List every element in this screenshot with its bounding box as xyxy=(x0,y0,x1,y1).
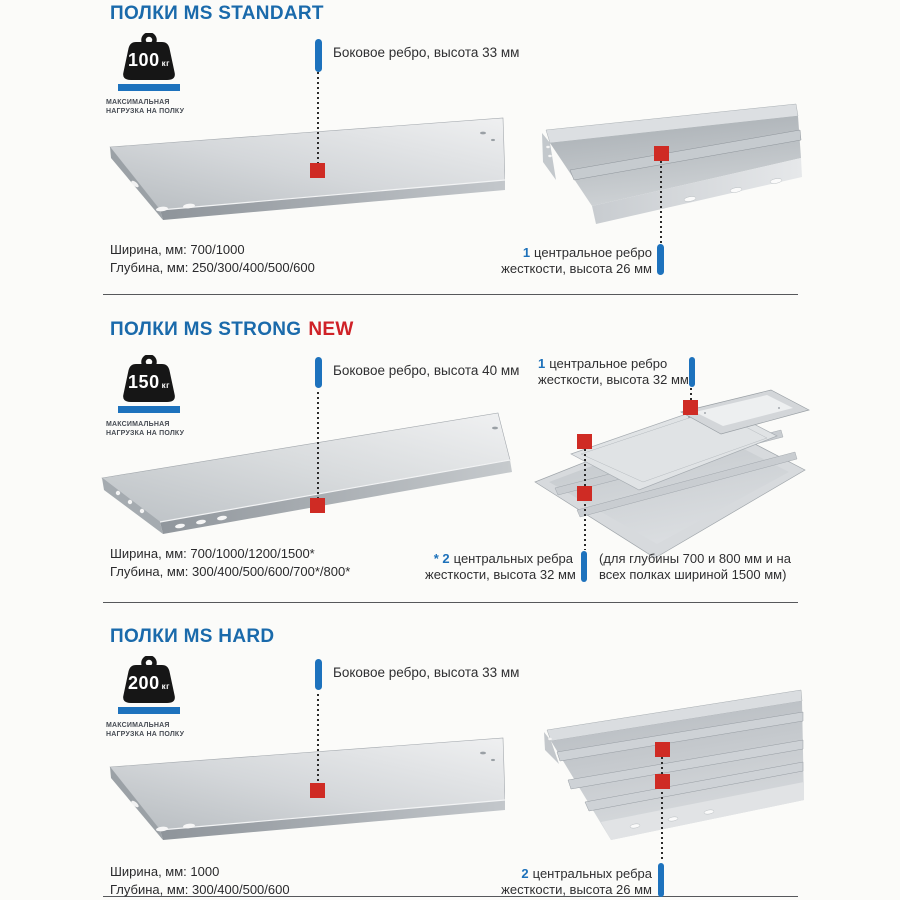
callout-dotted-line xyxy=(660,161,662,244)
rib-marker xyxy=(683,400,698,415)
section-divider xyxy=(103,294,798,295)
max-load-caption: МАКСИМАЛЬНАЯ НАГРУЗКА НА ПОЛКУ xyxy=(106,99,185,115)
max-load-badge xyxy=(106,355,192,438)
load-underline-bar xyxy=(118,707,180,714)
shelf-strong-exploded-illustration xyxy=(533,388,810,560)
max-load-unit: кг xyxy=(161,59,170,68)
callout-dotted-line xyxy=(317,392,319,498)
section-title-text: ПОЛКИ MS STRONG xyxy=(110,319,302,340)
section-title-hard xyxy=(110,626,281,648)
max-load-value: 150 кг xyxy=(128,372,170,392)
max-load-value: 200 кг xyxy=(128,673,170,693)
shelf-standart-illustration xyxy=(105,112,505,230)
load-underline-bar xyxy=(118,406,180,413)
section-title-strong xyxy=(110,319,354,341)
callout-bar xyxy=(581,551,587,582)
rib-marker xyxy=(655,742,670,757)
max-load-unit: кг xyxy=(161,381,170,390)
max-load-caption: МАКСИМАЛЬНАЯ НАГРУЗКА НА ПОЛКУ xyxy=(106,421,185,437)
callout-bar xyxy=(658,863,664,897)
specs-standart xyxy=(110,241,315,277)
side-rib-callout: Боковое ребро, высота 40 мм xyxy=(333,363,520,378)
side-rib-callout: Боковое ребро, высота 33 мм xyxy=(333,665,520,680)
callout-dotted-line xyxy=(317,72,319,164)
rib-count: 1 xyxy=(522,245,531,260)
rib-marker xyxy=(310,163,325,178)
max-load-value: 100 кг xyxy=(128,50,170,70)
spec-width: Ширина, мм: 1000 xyxy=(110,864,220,879)
center-rib-callout: 2 центральных ребра жесткости, высота 26 мм xyxy=(501,866,652,897)
rib-count: 2 xyxy=(521,866,529,881)
rib-marker xyxy=(654,146,669,161)
center-rib-callout-double: * 2 центральных ребра жесткости, высота 32 мм xyxy=(425,551,576,582)
callout-bar xyxy=(315,357,322,388)
callout-dotted-line xyxy=(690,388,692,400)
section-title-text: ПОЛКИ MS HARD xyxy=(110,626,275,647)
section-title-standart xyxy=(110,3,331,25)
callout-bar xyxy=(315,39,322,72)
callout-dotted-line xyxy=(661,757,663,862)
rib-callout-footnote: (для глубины 700 и 800 мм и на всех полках шириной 1500 мм) xyxy=(599,551,791,582)
new-badge: NEW xyxy=(308,319,354,340)
rib-marker xyxy=(577,434,592,449)
callout-dotted-line xyxy=(317,694,319,783)
load-underline-bar xyxy=(118,84,180,91)
callout-bar xyxy=(315,659,322,690)
specs-strong xyxy=(110,545,350,581)
max-load-caption: МАКСИМАЛЬНАЯ НАГРУЗКА НА ПОЛКУ xyxy=(106,722,185,738)
rib-marker xyxy=(577,486,592,501)
center-rib-callout: 1 центральное ребро жесткости, высота 26 мм xyxy=(501,245,652,276)
side-rib-callout: Боковое ребро, высота 33 мм xyxy=(333,45,520,60)
center-rib-callout: 1 центральное ребро жесткости, высота 32 мм xyxy=(538,356,689,387)
callout-bar xyxy=(689,357,695,387)
specs-hard xyxy=(110,863,290,899)
shelf-hard-underside-illustration xyxy=(543,688,805,848)
max-load-unit: кг xyxy=(161,682,170,691)
max-load-badge xyxy=(106,33,192,116)
spec-depth: Глубина, мм: 300/400/500/600 xyxy=(110,882,290,897)
spec-width: Ширина, мм: 700/1000 xyxy=(110,242,245,257)
spec-depth: Глубина, мм: 300/400/500/600/700*/800* xyxy=(110,564,351,579)
rib-marker xyxy=(310,498,325,513)
rib-count: * 2 xyxy=(433,551,450,566)
rib-marker xyxy=(655,774,670,789)
shelf-hard-illustration xyxy=(105,732,505,850)
section-divider xyxy=(103,602,798,603)
rib-marker xyxy=(310,783,325,798)
shelf-standart-underside-illustration xyxy=(540,100,802,238)
callout-bar xyxy=(657,244,664,275)
max-load-badge xyxy=(106,656,192,739)
rib-count: 1 xyxy=(538,356,546,371)
spec-depth: Глубина, мм: 250/300/400/500/600 xyxy=(110,260,315,275)
spec-width: Ширина, мм: 700/1000/1200/1500* xyxy=(110,546,315,561)
section-title-text: ПОЛКИ MS STANDART xyxy=(110,3,324,24)
